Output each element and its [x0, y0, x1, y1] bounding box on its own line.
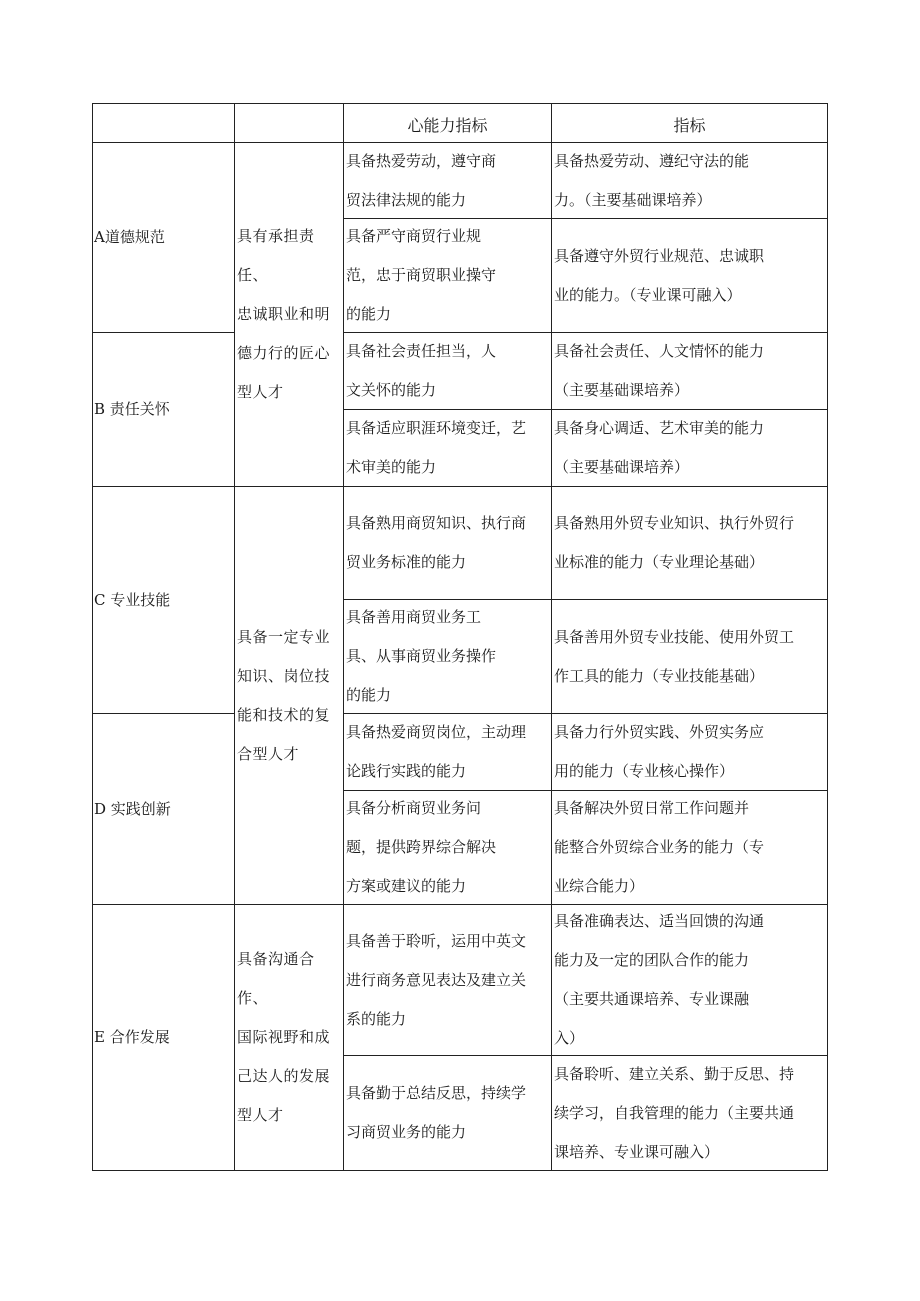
standard-cell: 具备聆听、建立关系、勤于反思、持 续学习，自我管理的能力（主要共通 课培养、专业课可融入） [554, 1064, 795, 1161]
standard-cell: 具备社会责任、人文情怀的能力 （主要基础课培养） [554, 342, 765, 399]
goal-development-talent: 具备沟通合作、 国际视野和成 己达人的发展 型人才 [237, 950, 331, 1124]
indicator-cell: 具备善于聆听，运用中英文 进行商务意见表达及建立关 系的能力 [346, 931, 527, 1028]
indicator-cell: 具备严守商贸行业规 范，忠于商贸职业操守 的能力 [346, 227, 497, 323]
standard-cell: 具备熟用外贸专业知识、执行外贸行 业标准的能力（专业理论基础） [554, 514, 795, 571]
header-col-1 [93, 104, 234, 142]
standard-cell: 具备热爱劳动、遵纪守法的能 力。（主要基础课培养） [554, 151, 750, 209]
header-indicator: 指标 [673, 116, 706, 135]
standard-cell: 具备身心调适、艺术审美的能力 （主要基础课培养） [554, 419, 765, 476]
category-e-label: E 合作发展 [94, 1028, 170, 1046]
table-border-right [827, 103, 828, 1171]
indicator-cell: 具备熟用商贸知识、执行商 贸业务标准的能力 [346, 514, 527, 571]
standard-cell: 具备力行外贸实践、外贸实务应 用的能力（专业核心操作） [554, 723, 765, 780]
standard-cell: 具备解决外贸日常工作问题并 能整合外贸综合业务的能力（专 业综合能力） [554, 799, 765, 895]
indicator-cell: 具备勤于总结反思，持续学 习商贸业务的能力 [346, 1084, 527, 1141]
goal-craftsman-talent: 具有承担责任、 忠诚职业和明 德力行的匠心 型人才 [237, 227, 331, 401]
category-a-label: A道德规范 [94, 228, 165, 246]
category-c-label: C 专业技能 [94, 590, 171, 609]
standard-cell: 具备遵守外贸行业规范、忠诚职 业的能力。（专业课可融入） [554, 246, 765, 304]
indicator-cell: 具备分析商贸业务问 题，提供跨界综合解决 方案或建议的能力 [346, 799, 497, 895]
goal-compound-talent: 具备一定专业 知识、岗位技 能和技术的复 合型人才 [237, 627, 331, 763]
header-core-indicator: 心能力指标 [407, 116, 488, 135]
standard-cell: 具备善用外贸专业技能、使用外贸工 作工具的能力（专业技能基础） [554, 627, 795, 685]
indicator-cell: 具备热爱劳动，遵守商 贸法律法规的能力 [346, 151, 497, 209]
indicator-cell: 具备善用商贸业务工 具、从事商贸业务操作 的能力 [346, 608, 497, 704]
competency-table [92, 103, 828, 1171]
category-b-label: B 责任关怀 [94, 400, 170, 418]
indicator-cell: 具备社会责任担当，人 文关怀的能力 [346, 342, 497, 399]
indicator-cell: 具备适应职涯环境变迁，艺 术审美的能力 [346, 419, 527, 476]
indicator-cell: 具备热爱商贸岗位，主动理 论践行实践的能力 [346, 723, 527, 780]
table-border-bottom [92, 1170, 828, 1171]
header-col-2 [235, 104, 343, 142]
standard-cell: 具备准确表达、适当回馈的沟通 能力及一定的团队合作的能力 （主要共通课培养、专业课融 入） [554, 912, 765, 1047]
category-d-label: D 实践创新 [94, 799, 171, 818]
